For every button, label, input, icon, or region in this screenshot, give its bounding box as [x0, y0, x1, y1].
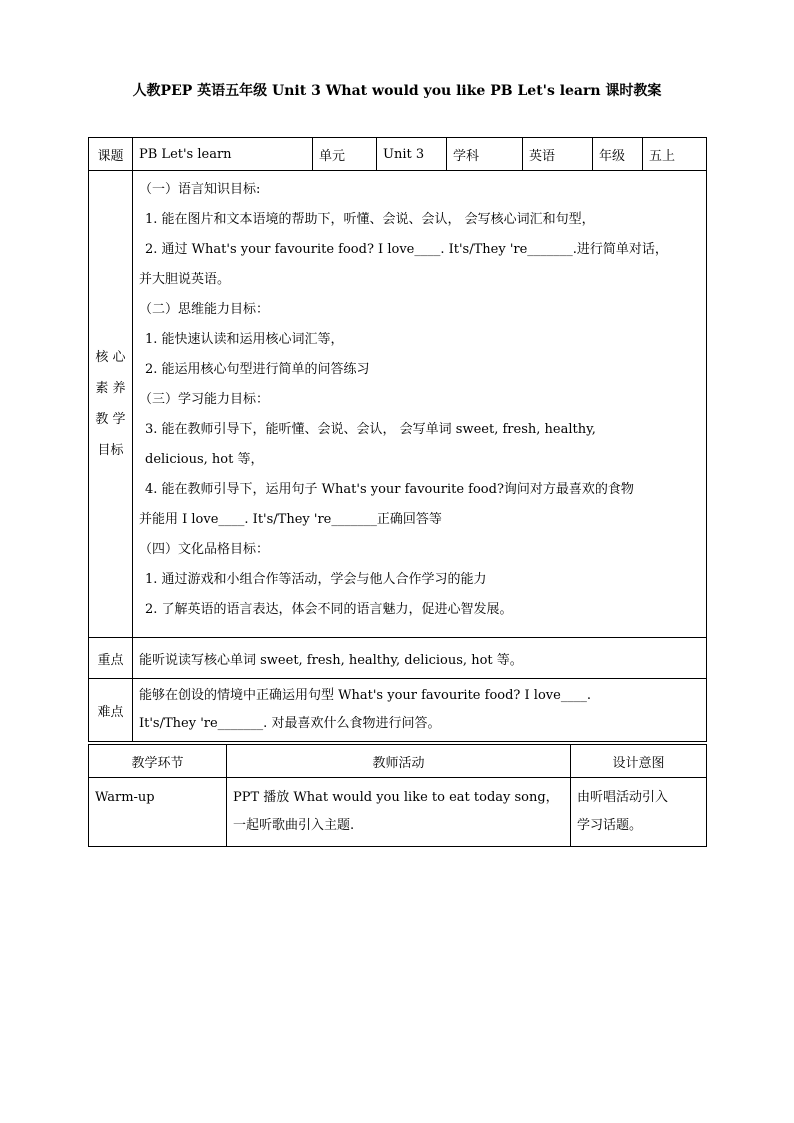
objectives-label [89, 171, 133, 638]
objective-line: 4. 能在教师引导下，运用句子 What's your favourite food?询问对方最喜欢的食物 [145, 482, 634, 497]
objectives-label-line: 目标 [97, 443, 124, 458]
grade-label: 年级 [593, 138, 643, 171]
difficulty-label: 难点 [89, 679, 133, 742]
lesson-value: PB Let's learn [133, 138, 313, 171]
objective-line: 2. 通过 What's your favourite food? I love____. It's/They 're_______.进行简单对话， [145, 242, 668, 257]
activity-cell [227, 778, 571, 847]
objective-line: 并能用 I love____. It's/They 're_______正确回答等 [139, 512, 442, 527]
intent-line: 由听唱活动引入 [577, 790, 669, 805]
header-activity: 教师活动 [227, 745, 571, 778]
unit-value: Unit 3 [377, 138, 447, 171]
objectives-row [89, 171, 707, 638]
objective-line: 1. 能在图片和文本语境的帮助下，听懂、会说、会认， 会写核心词汇和句型， [145, 212, 595, 227]
activity-line: PPT 播放 What would you like to eat today song， [233, 790, 559, 805]
objective-heading: （四）文化品格目标： [139, 542, 270, 557]
objective-line: delicious, hot 等， [145, 452, 264, 467]
objective-line: 2. 能运用核心句型进行简单的问答练习 [145, 362, 370, 377]
key-point-text: 能听说读写核心单词 sweet, fresh, healthy, delicious, hot 等。 [133, 638, 707, 679]
activity-line: 一起听歌曲引入主题. [233, 818, 355, 833]
objective-heading: （三）学习能力目标： [139, 392, 270, 407]
header-stage: 教学环节 [89, 745, 227, 778]
difficulty-text [133, 679, 707, 742]
objectives-label-line: 教 学 [95, 412, 126, 427]
objective-line: 3. 能在教师引导下，能听懂、会说、会认， 会写单词 sweet, fresh, healthy, [145, 422, 596, 437]
teaching-process-table [88, 744, 707, 847]
process-row [89, 778, 707, 847]
objective-line: 2. 了解英语的语言表达，体会不同的语言魅力，促进心智发展。 [145, 602, 513, 617]
subject-value: 英语 [523, 138, 593, 171]
intent-cell [571, 778, 707, 847]
objective-heading: （二）思维能力目标： [139, 302, 270, 317]
document-title: 人教PEP 英语五年级 Unit 3 What would you like PB Let's learn 课时教案 [132, 83, 662, 99]
difficulty-line: It's/They 're_______. 对最喜欢什么食物进行问答。 [139, 716, 441, 731]
lesson-plan-table [88, 137, 707, 742]
objectives-label-line: 素 养 [95, 381, 126, 396]
difficulty-line: 能够在创设的情境中正确运用句型 What's your favourite food? I love____. [139, 688, 591, 703]
key-point-label: 重点 [89, 638, 133, 679]
difficulty-row [89, 679, 707, 742]
process-header-row [89, 745, 707, 778]
stage-cell: Warm-up [89, 778, 227, 847]
subject-label: 学科 [447, 138, 523, 171]
objectives-label-line: 核 心 [95, 350, 126, 365]
key-point-row [89, 638, 707, 679]
header-intent: 设计意图 [571, 745, 707, 778]
objective-heading: （一）语言知识目标: [139, 182, 261, 197]
grade-value: 五上 [643, 138, 707, 171]
intent-line: 学习话题。 [577, 818, 643, 833]
objective-line: 1. 能快速认读和运用核心词汇等， [145, 332, 344, 347]
objective-line: 并大胆说英语。 [139, 272, 231, 287]
unit-label: 单元 [313, 138, 377, 171]
objective-line: 1. 通过游戏和小组合作等活动，学会与他人合作学习的能力 [145, 572, 487, 587]
objectives-content [133, 171, 707, 638]
info-row [89, 138, 707, 171]
lesson-label: 课题 [89, 138, 133, 171]
